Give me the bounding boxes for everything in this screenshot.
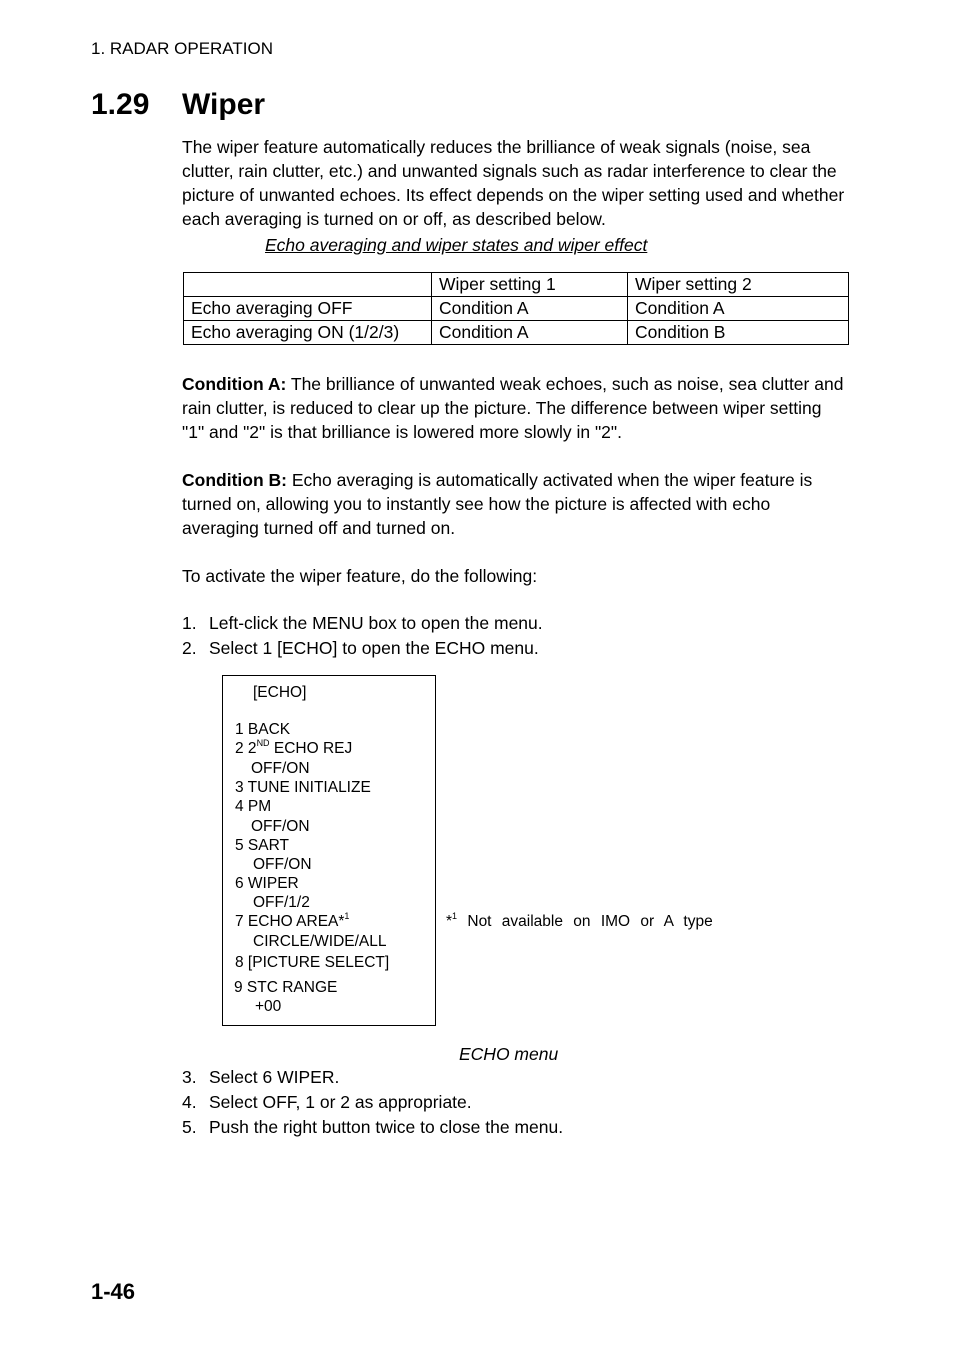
table-cell: Condition B xyxy=(628,321,849,345)
table-header-row xyxy=(184,273,849,297)
condition-b-label: Condition B: xyxy=(182,470,287,490)
table-header-cell: Wiper setting 2 xyxy=(628,273,849,297)
menu-item-echo-rej xyxy=(235,740,352,758)
menu-item-wiper: 6 WIPER xyxy=(235,875,299,892)
menu-item-echo-rej-label: ECHO REJ xyxy=(269,740,353,757)
menu-title: [ECHO] xyxy=(253,684,307,701)
step-number: 3. xyxy=(182,1067,197,1087)
menu-item-picture-select: 8 [PICTURE SELECT] xyxy=(235,954,390,971)
step-text: Select OFF, 1 or 2 as appropriate. xyxy=(209,1092,472,1112)
menu-item-sart: 5 SART xyxy=(235,837,289,854)
step-text: Select 6 WIPER. xyxy=(209,1067,340,1087)
step-number: 5. xyxy=(182,1117,197,1137)
menu-item-stc-range: 9 STC RANGE xyxy=(234,979,338,996)
condition-a-text: The brilliance of unwanted weak echoes, such as noise, sea clutter and rain clutter, is reduced to clear up the picture. The difference between wiper setting "1" and "2" is that brilliance is lowered more slowly in "2". xyxy=(182,374,844,442)
menu-item-echo-area-label: 7 ECHO AREA* xyxy=(235,913,345,930)
table-cell: Echo averaging ON (1/2/3) xyxy=(184,321,432,345)
step-number: 2. xyxy=(182,638,197,658)
condition-b-paragraph xyxy=(182,468,847,540)
section-title-text: Wiper xyxy=(182,88,266,121)
steps-list-2 xyxy=(182,1065,563,1140)
intro-paragraph: The wiper feature automatically reduces the brilliance of weak signals (noise, sea clutter, rain clutter, etc.) and unwanted signals such as radar interference to clear the picture of unwanted echoes. Its effect depends on the wiper setting used and whether each averaging is turned on or off, as described below. xyxy=(182,137,845,229)
table-row xyxy=(184,321,849,345)
running-header: 1. RADAR OPERATION xyxy=(91,39,273,58)
menu-item-echo-rej-num: 2 2 xyxy=(235,740,257,757)
table-header-cell: Wiper setting 1 xyxy=(432,273,628,297)
steps-list-1 xyxy=(182,611,543,661)
section-number: 1.29 xyxy=(91,88,150,121)
footnote-marker: 1 xyxy=(344,911,350,921)
table-cell: Echo averaging OFF xyxy=(184,297,432,321)
footnote xyxy=(446,913,713,931)
step-text: Left-click the MENU box to open the menu. xyxy=(209,613,543,633)
list-item xyxy=(182,1115,563,1140)
menu-option-wiper: OFF/1/2 xyxy=(253,894,310,911)
menu-option-echo-rej: OFF/ON xyxy=(251,760,310,777)
condition-b-text: Echo averaging is automatically activated when the wiper feature is turned on, allowing you to instantly see how the picture is affected with echo averaging turned off and turned on. xyxy=(182,470,813,538)
step-text: Select 1 [ECHO] to open the ECHO menu. xyxy=(209,638,539,658)
footnote-mark: * xyxy=(446,913,453,930)
menu-option-pm: OFF/ON xyxy=(251,818,310,835)
table-cell: Condition A xyxy=(628,297,849,321)
superscript-nd: ND xyxy=(256,738,270,748)
step-number: 4. xyxy=(182,1092,197,1112)
list-item xyxy=(182,1065,563,1090)
table-caption: Echo averaging and wiper states and wiper effect xyxy=(265,235,648,255)
list-item xyxy=(182,611,543,636)
menu-caption: ECHO menu xyxy=(459,1044,559,1064)
menu-value-stc-range: +00 xyxy=(255,998,282,1015)
step-text: Push the right button twice to close the menu. xyxy=(209,1117,564,1137)
menu-option-sart: OFF/ON xyxy=(253,856,312,873)
menu-item-pm: 4 PM xyxy=(235,798,272,815)
menu-item-back: 1 BACK xyxy=(235,721,291,738)
table-row xyxy=(184,297,849,321)
echo-menu-box xyxy=(222,675,436,1026)
menu-option-echo-area: CIRCLE/WIDE/ALL xyxy=(253,933,387,950)
condition-a-paragraph xyxy=(182,372,847,444)
wiper-effect-table xyxy=(183,272,849,345)
menu-item-tune: 3 TUNE INITIALIZE xyxy=(235,779,371,796)
table-cell: Condition A xyxy=(432,297,628,321)
page-number: 1-46 xyxy=(91,1279,136,1304)
table-cell: Condition A xyxy=(432,321,628,345)
footnote-number: 1 xyxy=(452,911,458,921)
table-header-cell xyxy=(184,273,432,297)
footnote-text: Not available on IMO or A type xyxy=(457,913,713,930)
list-item xyxy=(182,1090,563,1115)
condition-a-label: Condition A: xyxy=(182,374,287,394)
list-item xyxy=(182,636,543,661)
menu-item-echo-area xyxy=(235,913,349,931)
section-title xyxy=(91,88,265,122)
procedure-intro: To activate the wiper feature, do the following: xyxy=(182,566,538,586)
step-number: 1. xyxy=(182,613,197,633)
